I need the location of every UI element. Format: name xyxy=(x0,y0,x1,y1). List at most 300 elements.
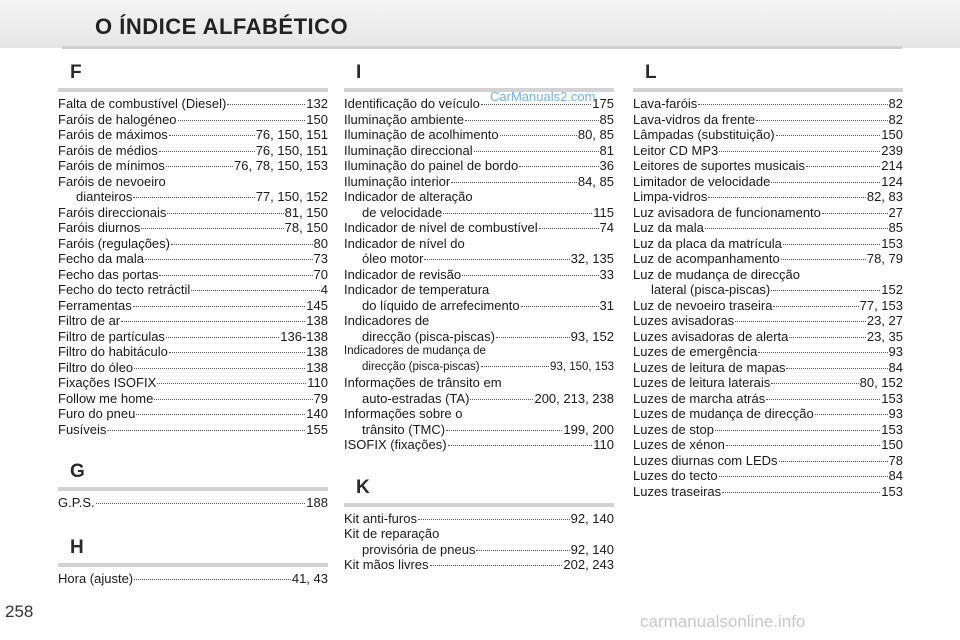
dot-leader xyxy=(735,321,866,322)
entry-pages: 93 xyxy=(888,344,903,359)
entry-term: Faróis de máximos xyxy=(58,127,168,142)
index-entry xyxy=(344,437,614,453)
index-entry xyxy=(58,127,328,143)
entry-term: dianteiros xyxy=(76,189,133,204)
index-entry xyxy=(344,360,614,376)
dot-leader xyxy=(771,290,880,291)
entry-term: Ferramentas xyxy=(58,297,132,313)
entry-list xyxy=(344,511,614,573)
entry-list xyxy=(58,96,328,437)
entry-pages: 76, 150, 151 xyxy=(255,142,328,158)
entry-term: Kit mãos livres xyxy=(344,557,429,572)
entry-pages: 73 xyxy=(313,251,328,266)
entry-term: Kit anti-furos xyxy=(344,510,417,526)
dot-leader xyxy=(121,321,305,322)
index-entry xyxy=(344,189,614,205)
index-entry xyxy=(344,251,614,267)
dot-leader xyxy=(776,135,881,136)
entry-term: Lava-faróis xyxy=(633,96,698,111)
entry-pages: 84, 85 xyxy=(577,173,614,189)
index-entry xyxy=(344,282,614,298)
dot-leader xyxy=(141,228,283,229)
index-entry xyxy=(633,220,903,236)
entry-pages: 93 xyxy=(888,406,903,421)
entry-term: Informações sobre o xyxy=(344,406,463,421)
dot-leader xyxy=(779,461,888,462)
dot-leader xyxy=(227,104,305,105)
entry-term: Iluminação direccional xyxy=(344,142,473,158)
dot-leader xyxy=(171,244,313,245)
entry-term: Luz da placa da matrícula xyxy=(633,235,782,251)
index-entry xyxy=(58,158,328,174)
entry-term: do líquido de arrefecimento xyxy=(362,297,520,313)
index-entry xyxy=(633,174,903,190)
entry-pages: 77, 150, 152 xyxy=(255,189,328,204)
entry-pages: 80 xyxy=(313,235,328,251)
index-entry xyxy=(633,344,903,360)
entry-term: Luz avisadora de funcionamento xyxy=(633,204,821,220)
entry-list xyxy=(344,96,614,453)
index-entry xyxy=(633,282,903,298)
index-entry xyxy=(58,143,328,159)
index-entry xyxy=(633,360,903,376)
section-g xyxy=(58,459,328,511)
index-entry xyxy=(344,375,614,391)
index-entry xyxy=(344,236,614,252)
index-entry xyxy=(344,112,614,128)
entry-pages: 82 xyxy=(888,111,903,127)
entry-pages: 41, 43 xyxy=(291,570,328,586)
entry-term: Indicador de alteração xyxy=(344,189,473,204)
dot-leader xyxy=(708,197,865,198)
entry-pages: 239 xyxy=(881,142,903,158)
index-entry xyxy=(633,112,903,128)
entry-term: óleo motor xyxy=(362,251,424,266)
index-entry xyxy=(633,329,903,345)
index-entry xyxy=(633,422,903,438)
entry-pages: 150 xyxy=(881,437,903,452)
section-k xyxy=(344,475,614,573)
index-entry xyxy=(344,329,614,345)
entry-pages: 214 xyxy=(881,158,903,173)
entry-pages: 153 xyxy=(881,483,903,499)
dot-leader xyxy=(496,337,570,338)
index-entry xyxy=(633,313,903,329)
footer-watermark: carmanualsonline.info xyxy=(640,612,806,631)
entry-term: Luzes de marcha atrás xyxy=(633,390,766,406)
dot-leader xyxy=(476,550,569,551)
entry-term: direcção (pisca-piscas) xyxy=(362,360,480,373)
entry-term: Iluminação interior xyxy=(344,173,451,189)
entry-pages: 84 xyxy=(888,359,903,375)
entry-pages: 4 xyxy=(320,282,328,297)
index-entry xyxy=(58,282,328,298)
dot-leader xyxy=(159,275,312,276)
entry-term: Filtro de partículas xyxy=(58,328,165,344)
index-entry xyxy=(344,557,614,573)
index-entry xyxy=(344,313,614,329)
index-entry xyxy=(58,220,328,236)
entry-term: Furo do pneu xyxy=(58,406,136,421)
dot-leader xyxy=(758,352,887,353)
entry-pages: 81 xyxy=(599,142,614,158)
entry-term: Limpa-vidros xyxy=(633,189,708,204)
entry-term: Faróis de médios xyxy=(58,142,158,158)
index-entry xyxy=(344,158,614,174)
index-entry xyxy=(344,220,614,236)
entry-pages: 74 xyxy=(599,220,614,235)
entry-term: Leitores de suportes musicais xyxy=(633,158,805,173)
dot-leader xyxy=(446,430,562,431)
dot-leader xyxy=(771,383,858,384)
entry-term: Luzes avisadoras de alerta xyxy=(633,328,789,344)
entry-pages: 78, 79 xyxy=(866,251,903,266)
entry-pages: 84 xyxy=(888,468,903,483)
entry-pages: 78 xyxy=(888,452,903,468)
index-entry xyxy=(633,437,903,453)
dot-leader xyxy=(726,445,881,446)
dot-leader xyxy=(766,399,880,400)
dot-leader xyxy=(178,120,306,121)
entry-term: Indicador de nível do xyxy=(344,235,465,251)
dot-leader xyxy=(539,228,599,229)
entry-pages: 140 xyxy=(306,406,328,421)
index-entry xyxy=(344,205,614,221)
dot-leader xyxy=(169,135,255,136)
entry-pages: 93, 152 xyxy=(570,328,614,344)
entry-term: Indicador de nível de combustível xyxy=(344,220,538,235)
index-entry xyxy=(344,298,614,314)
entry-pages: 153 xyxy=(881,390,903,406)
dot-leader xyxy=(773,306,858,307)
dot-leader xyxy=(771,182,880,183)
dot-leader xyxy=(134,368,305,369)
entry-term: ISOFIX (fixações) xyxy=(344,437,447,452)
index-entry xyxy=(58,189,328,205)
index-entry xyxy=(58,251,328,267)
dot-leader xyxy=(107,430,305,431)
section-f xyxy=(58,60,328,437)
entry-term: Luzes de mudança de direcção xyxy=(633,406,814,421)
dot-leader xyxy=(783,244,880,245)
section-l xyxy=(633,60,903,499)
entry-term: Follow me home xyxy=(58,390,154,406)
entry-pages: 115 xyxy=(593,204,614,220)
entry-pages: 80, 152 xyxy=(859,375,903,390)
index-entry xyxy=(58,406,328,422)
section-rule xyxy=(344,503,614,507)
column-2 xyxy=(344,60,614,573)
section-letter: L xyxy=(645,62,657,83)
index-entry xyxy=(344,174,614,190)
entry-term: Luzes do tecto xyxy=(633,468,718,483)
dot-leader xyxy=(698,104,887,105)
dot-leader xyxy=(806,166,880,167)
entry-term: Faróis de mínimos xyxy=(58,158,165,173)
entry-pages: 36 xyxy=(599,158,614,173)
entry-pages: 77, 153 xyxy=(859,297,903,313)
dot-leader xyxy=(470,399,533,400)
dot-leader xyxy=(448,445,593,446)
entry-term: Luzes de stop xyxy=(633,421,714,437)
entry-pages: 78, 150 xyxy=(284,220,328,235)
entry-term: Luzes de leitura laterais xyxy=(633,375,771,390)
entry-pages: 150 xyxy=(306,111,328,127)
entry-term: Informações de trânsito em xyxy=(344,375,502,390)
index-entry xyxy=(633,236,903,252)
entry-term: Indicadores de xyxy=(344,313,430,328)
dot-leader xyxy=(145,259,313,260)
entry-term: Filtro de ar xyxy=(58,313,121,328)
section-h xyxy=(58,535,328,587)
dot-leader xyxy=(424,259,569,260)
entry-term: Fusíveis xyxy=(58,421,107,437)
page-number: 258 xyxy=(5,602,34,621)
index-entry xyxy=(58,174,328,190)
index-entry xyxy=(344,127,614,143)
entry-pages: 110 xyxy=(593,437,614,452)
entry-pages: 188 xyxy=(306,495,328,510)
index-entry xyxy=(344,542,614,558)
entry-term: Kit de reparação xyxy=(344,526,440,541)
header-rule xyxy=(62,46,902,49)
entry-pages: 175 xyxy=(592,96,614,111)
entry-pages: 85 xyxy=(888,220,903,235)
entry-term: Luz de mudança de direcção xyxy=(633,266,800,282)
dot-leader xyxy=(169,352,305,353)
dot-leader xyxy=(781,259,866,260)
dot-leader xyxy=(756,120,887,121)
entry-term: Lava-vidros da frente xyxy=(633,111,756,127)
entry-pages: 76, 78, 150, 153 xyxy=(234,158,328,173)
section-i xyxy=(344,60,614,453)
entry-pages: 81, 150 xyxy=(284,204,328,220)
index-entry xyxy=(633,484,903,500)
entry-list xyxy=(58,495,328,511)
dot-leader xyxy=(166,337,279,338)
index-entry xyxy=(58,375,328,391)
entry-term: direcção (pisca-piscas) xyxy=(362,328,495,344)
dot-leader xyxy=(789,337,865,338)
index-entry xyxy=(58,391,328,407)
section-letter: F xyxy=(70,62,82,83)
section-letter: I xyxy=(356,62,362,83)
dot-leader xyxy=(715,430,880,431)
dot-leader xyxy=(474,151,599,152)
entry-term: lateral (pisca-piscas) xyxy=(651,282,771,297)
entry-term: Filtro do óleo xyxy=(58,359,134,375)
dot-leader xyxy=(430,565,563,566)
column-1 xyxy=(58,60,328,586)
column-3 xyxy=(633,60,903,499)
entry-term: Faróis de halogéneo xyxy=(58,111,177,127)
entry-term: Faróis direccionais xyxy=(58,204,167,220)
index-entry xyxy=(344,267,614,283)
dot-leader xyxy=(722,492,880,493)
dot-leader xyxy=(451,182,577,183)
entry-pages: 153 xyxy=(881,235,903,251)
dot-leader xyxy=(133,197,254,198)
index-entry xyxy=(58,205,328,221)
entry-pages: 82, 83 xyxy=(866,189,903,204)
index-entry xyxy=(58,236,328,252)
entry-term: Indicador de temperatura xyxy=(344,282,490,297)
entry-term: Luzes de leitura de mapas xyxy=(633,359,786,375)
index-entry xyxy=(633,298,903,314)
dot-leader xyxy=(500,135,577,136)
entry-list xyxy=(58,571,328,587)
entry-term: de velocidade xyxy=(362,204,443,220)
entry-pages: 23, 35 xyxy=(866,328,903,344)
entry-term: Iluminação do painel de bordo xyxy=(344,158,519,173)
entry-term: Luz da mala xyxy=(633,220,704,235)
entry-term: G.P.S. xyxy=(58,495,95,510)
dot-leader xyxy=(719,476,888,477)
dot-leader xyxy=(443,213,592,214)
section-rule xyxy=(58,563,328,567)
index-entry xyxy=(633,127,903,143)
dot-leader xyxy=(159,151,255,152)
entry-term: Luzes diurnas com LEDs xyxy=(633,452,778,468)
entry-pages: 23, 27 xyxy=(866,313,903,328)
index-entry xyxy=(344,143,614,159)
entry-pages: 138 xyxy=(306,344,328,359)
dot-leader xyxy=(462,275,598,276)
index-entry xyxy=(58,112,328,128)
entry-pages: 33 xyxy=(599,266,614,282)
entry-term: Luzes traseiras xyxy=(633,483,722,499)
entry-pages: 31 xyxy=(599,297,614,313)
index-entry xyxy=(633,406,903,422)
dot-leader xyxy=(134,579,291,580)
section-rule xyxy=(633,88,903,92)
entry-pages: 70 xyxy=(313,266,328,282)
entry-term: Luz de nevoeiro traseira xyxy=(633,297,773,313)
dot-leader xyxy=(96,503,306,504)
dot-leader xyxy=(481,366,549,367)
entry-pages: 132 xyxy=(306,96,328,111)
entry-pages: 80, 85 xyxy=(577,127,614,142)
index-entry xyxy=(633,391,903,407)
index-entry xyxy=(344,422,614,438)
index-entry xyxy=(344,526,614,542)
index-entry xyxy=(633,205,903,221)
entry-pages: 136-138 xyxy=(280,328,328,344)
entry-pages: 79 xyxy=(313,390,328,406)
entry-pages: 110 xyxy=(307,375,328,390)
dot-leader xyxy=(815,414,888,415)
entry-term: Filtro do habitáculo xyxy=(58,344,168,359)
index-entry xyxy=(633,375,903,391)
entry-term: Limitador de velocidade xyxy=(633,173,771,189)
entry-pages: 138 xyxy=(306,313,328,328)
entry-term: Iluminação de acolhimento xyxy=(344,127,499,142)
dot-leader xyxy=(133,306,306,307)
index-entry xyxy=(58,360,328,376)
page-title: O ÍNDICE ALFABÉTICO xyxy=(95,14,349,39)
dot-leader xyxy=(167,213,283,214)
entry-pages: 93, 150, 153 xyxy=(550,360,614,373)
dot-leader xyxy=(786,368,887,369)
dot-leader xyxy=(465,120,599,121)
dot-leader xyxy=(519,166,598,167)
index-entry xyxy=(633,96,903,112)
index-entry xyxy=(344,511,614,527)
dot-leader xyxy=(481,104,591,105)
entry-term: Hora (ajuste) xyxy=(58,570,134,586)
section-rule xyxy=(58,487,328,491)
entry-term: Luz de acompanhamento xyxy=(633,251,780,266)
entry-pages: 202, 243 xyxy=(563,557,614,572)
dot-leader xyxy=(166,166,233,167)
entry-pages: 153 xyxy=(881,421,903,437)
entry-term: auto-estradas (TA) xyxy=(362,390,470,406)
entry-pages: 200, 213, 238 xyxy=(534,390,614,406)
entry-term: Indicador de revisão xyxy=(344,266,462,282)
entry-term: Iluminação ambiente xyxy=(344,111,464,127)
index-entry xyxy=(58,298,328,314)
entry-pages: 124 xyxy=(881,173,903,189)
entry-term: Faróis diurnos xyxy=(58,220,141,235)
dot-leader xyxy=(157,383,306,384)
dot-leader xyxy=(521,306,599,307)
entry-term: Leitor CD MP3 xyxy=(633,142,719,158)
index-entry xyxy=(344,391,614,407)
entry-term: Fecho das portas xyxy=(58,266,159,282)
index-entry xyxy=(633,251,903,267)
entry-pages: 150 xyxy=(881,127,903,142)
entry-term: Indicadores de mudança de xyxy=(344,345,486,357)
index-entry xyxy=(344,406,614,422)
entry-term: Faróis (regulações) xyxy=(58,235,170,251)
entry-pages: 85 xyxy=(599,111,614,127)
entry-list xyxy=(633,96,903,499)
index-entry xyxy=(58,96,328,112)
index-entry xyxy=(633,189,903,205)
entry-term: Identificação do veículo xyxy=(344,96,480,111)
section-letter: K xyxy=(356,476,370,498)
entry-term: provisória de pneus xyxy=(362,541,476,557)
index-entry xyxy=(633,267,903,283)
section-letter: G xyxy=(70,461,85,482)
watermark: CarManuals2.com xyxy=(490,89,596,104)
entry-pages: 155 xyxy=(306,421,328,437)
index-entry xyxy=(58,313,328,329)
entry-pages: 32, 135 xyxy=(570,251,614,266)
dot-leader xyxy=(154,399,312,400)
dot-leader xyxy=(705,228,888,229)
index-entry xyxy=(58,495,328,511)
index-entry xyxy=(344,344,614,360)
dot-leader xyxy=(191,290,320,291)
entry-term: Faróis de nevoeiro xyxy=(58,173,166,189)
entry-term: Falta de combustível (Diesel) xyxy=(58,96,227,111)
index-entry xyxy=(58,267,328,283)
index-entry xyxy=(633,453,903,469)
index-entry xyxy=(58,344,328,360)
index-entry xyxy=(58,329,328,345)
entry-pages: 82 xyxy=(888,96,903,111)
entry-term: Luzes avisadoras xyxy=(633,313,735,328)
entry-term: Luzes de emergência xyxy=(633,344,758,359)
dot-leader xyxy=(418,519,570,520)
entry-pages: 27 xyxy=(888,204,903,220)
entry-term: Fecho da mala xyxy=(58,251,144,266)
entry-pages: 152 xyxy=(881,282,903,297)
dot-leader xyxy=(822,213,888,214)
entry-pages: 92, 140 xyxy=(570,541,614,557)
entry-term: Fecho do tecto retráctil xyxy=(58,282,191,297)
